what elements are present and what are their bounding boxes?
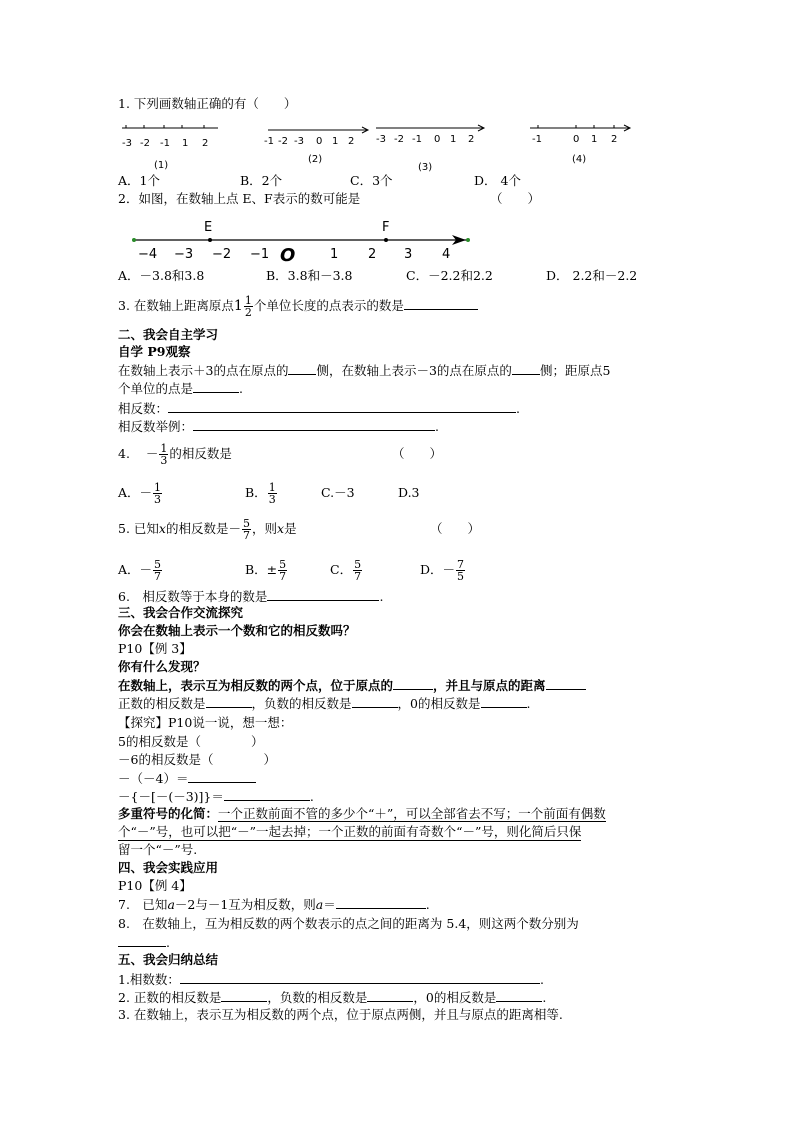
blank-side-2[interactable] <box>512 362 540 375</box>
axis2-label: 2 <box>348 136 355 147</box>
summary-3: 3. 在数轴上，表示互为相反数的两个点，位于原点两侧，并且与原点的距离相等. <box>118 1007 563 1022</box>
axis1-label: -3 <box>122 138 132 149</box>
blank-e3[interactable] <box>188 770 256 783</box>
axis3-label: 2 <box>468 134 475 145</box>
q3-line <box>118 292 478 320</box>
axis-label: −4 <box>138 247 158 262</box>
axis-label: 3 <box>404 247 413 262</box>
q3-whole: 1 <box>233 298 243 314</box>
section-2-sub: 自学 P9观察 <box>118 344 191 359</box>
q3-answer-blank[interactable] <box>404 297 478 310</box>
axis4-label: 1 <box>591 134 598 145</box>
axis-3 <box>376 125 484 173</box>
point-f-label: F <box>382 220 390 235</box>
q1-option-a: A．1个 <box>118 173 160 188</box>
q5-paren: （ ） <box>430 521 481 536</box>
summary-1-blank[interactable] <box>180 971 540 984</box>
q5-option-b: B．± $\frac{5}{7}$ <box>245 558 287 583</box>
sec2-line1: 在数轴上表示＋3的点在原点的 侧，在数轴上表示－3的点在原点的 侧；距原点5 <box>118 363 611 378</box>
summary-neg-blank[interactable] <box>367 989 413 1002</box>
q2-paren: （ ） <box>490 191 541 206</box>
blank-side-1[interactable] <box>288 362 316 375</box>
point-e-label: E <box>204 220 213 235</box>
axis3-label: 0 <box>434 134 441 145</box>
summary-2: 2. 正数的相反数是 ，负数的相反数是 ，0的相反数是 . <box>118 990 547 1005</box>
axis1-caption: (1) <box>154 160 169 171</box>
axis3-label: 1 <box>450 134 457 145</box>
axis1-label: 2 <box>202 138 209 149</box>
summary-pos-blank[interactable] <box>221 989 267 1002</box>
blank-position[interactable] <box>393 677 433 690</box>
q2-option-d: D． 2.2和－2.2 <box>546 268 638 283</box>
q1-option-b: B．2个 <box>240 173 283 188</box>
example-line: 相反数举例： . <box>118 419 439 434</box>
q2-title: 2．如图，在数轴上点 E、F表示的数可能是 <box>118 191 361 206</box>
axis-1 <box>122 125 218 171</box>
q7-line: 7. 已知a－2与－1互为相反数，则a＝ . <box>118 897 430 912</box>
q5-option-d: D．－ $\frac{7}{5}$ <box>420 558 465 583</box>
blank-e4[interactable] <box>224 788 310 801</box>
q3-prefix: 3. 在数轴上距离原点 <box>118 298 234 313</box>
q2-option-b: B．3.8和－3.8 <box>266 268 353 283</box>
rule-line-1: 多重符号的化简：一个正数前面不管的多少个“＋”，可以全部省去不写；一个前面有偶数 <box>118 806 606 821</box>
q6-blank[interactable] <box>267 588 379 601</box>
axis4-label: 0 <box>573 134 580 145</box>
axis-label: −1 <box>250 247 270 262</box>
axis-label: −3 <box>174 247 194 262</box>
rule-line-2: 个“－”号，也可以把“－”一起去掉；一个正数的前面有奇数个“－”号，则化简后只保 <box>118 824 582 839</box>
blank-pos[interactable] <box>206 695 252 708</box>
find-line: 在数轴上，表示互为相反数的两个点，位于原点的 ，并且与原点的距离 <box>118 677 586 694</box>
q4-option-d: D.3 <box>398 485 420 500</box>
axis-label: 4 <box>442 247 451 262</box>
section-3-heading: 三、我会合作交流探究 <box>118 605 244 620</box>
axis1-label: 1 <box>182 138 189 149</box>
blank-neg[interactable] <box>352 695 398 708</box>
explore-2: －6的相反数是（ ） <box>118 752 276 767</box>
q5-option-a: A．－ $\frac{5}{7}$ <box>118 558 162 583</box>
blank-points[interactable] <box>193 380 239 393</box>
q5-line: 5. 已知x的相反数是－ $\frac{5}{7}$ ，则x是 <box>118 517 297 542</box>
q5-option-c: C． $\frac{5}{7}$ <box>330 558 362 583</box>
axis-4 <box>530 125 630 165</box>
q6-line: 6. 相反数等于本身的数是 . <box>118 589 384 604</box>
blank-distance[interactable] <box>546 677 586 690</box>
axis-label: −2 <box>212 247 232 262</box>
example-blank[interactable] <box>193 418 435 431</box>
axis1-label: -1 <box>160 138 170 149</box>
q3-fraction: $\frac{1}{2}$ <box>244 294 252 319</box>
q7-blank[interactable] <box>336 896 426 909</box>
axis2-label: 0 <box>316 136 323 147</box>
q8-answer: . <box>118 934 170 951</box>
axis3-label: -1 <box>412 134 422 145</box>
axis3-caption: (3) <box>418 162 433 173</box>
q1-option-c: C．3个 <box>350 173 393 188</box>
q1-number-lines <box>118 120 678 180</box>
explore-3: －（－4）＝ <box>118 770 256 787</box>
opposite-line: 正数的相反数是 ，负数的相反数是 ，0的相反数是 . <box>118 696 531 711</box>
section-5-heading: 五、我会归纳总结 <box>118 952 219 967</box>
axis2-label: -2 <box>278 136 288 147</box>
origin-label: O <box>280 245 296 266</box>
q4-option-a: A．－ $\frac{1}{3}$ <box>118 481 162 506</box>
axis-label: 2 <box>368 247 377 262</box>
explore-line: 【探究】P10说一说，想一想： <box>118 715 293 730</box>
explore-4: －{－[－(－3)]}＝ . <box>118 789 314 804</box>
q8-blank[interactable] <box>118 934 166 947</box>
blank-zero[interactable] <box>481 695 527 708</box>
q1-title: 1. 下列画数轴正确的有（ ） <box>118 96 297 111</box>
summary-1: 1.相数数： . <box>118 972 544 987</box>
q4-option-c: C.－3 <box>321 485 355 500</box>
axis1-label: -2 <box>140 138 150 149</box>
section-4-heading: 四、我会实践应用 <box>118 860 219 875</box>
q2-number-line <box>128 216 478 266</box>
def-blank[interactable] <box>168 400 516 413</box>
axis3-label: -2 <box>394 134 404 145</box>
q8-line: 8. 在数轴上，互为相反数的两个数表示的点之间的距离为 5.4，则这两个数分别为 <box>118 916 579 931</box>
rule-line-3: 留一个“－”号. <box>118 842 198 857</box>
section-2-heading: 二、我会自主学习 <box>118 327 219 342</box>
axis2-caption: (2) <box>308 154 323 165</box>
axis4-label: 2 <box>611 134 618 145</box>
axis2-label: 1 <box>332 136 339 147</box>
find-heading: 你有什么发现？ <box>118 659 206 674</box>
section-3-question: 你会在数轴上表示一个数和它的相反数吗？ <box>118 623 356 638</box>
sec2-line2: 个单位的点是 . <box>118 381 243 396</box>
axis2-label: -3 <box>294 136 304 147</box>
example-3: P10【例 3】 <box>118 641 192 656</box>
axis3-label: -3 <box>376 134 386 145</box>
q2-option-c: C．－2.2和2.2 <box>406 268 493 283</box>
example-4: P10【例 4】 <box>118 878 192 893</box>
axis-2 <box>264 127 368 165</box>
q4-fraction: $\frac{1}{3}$ <box>160 442 168 467</box>
axis2-label: -1 <box>264 136 274 147</box>
q4-option-b: B． $\frac{1}{3}$ <box>245 481 276 506</box>
q2-option-a: A．－3.8和3.8 <box>118 268 205 283</box>
summary-zero-blank[interactable] <box>496 989 542 1002</box>
def-line: 相反数： . <box>118 401 520 416</box>
explore-1: 5的相反数是（ ） <box>118 734 264 749</box>
q4-paren: （ ） <box>392 446 443 461</box>
q1-option-d: D． 4个 <box>474 173 521 188</box>
axis4-caption: (4) <box>572 154 587 165</box>
q4-line: 4. － $\frac{1}{3}$ 的相反数是 <box>118 442 232 467</box>
q3-suffix: 个单位长度的点表示的数是 <box>253 298 404 313</box>
axis4-label: -1 <box>532 134 542 145</box>
axis-label: 1 <box>330 247 339 262</box>
